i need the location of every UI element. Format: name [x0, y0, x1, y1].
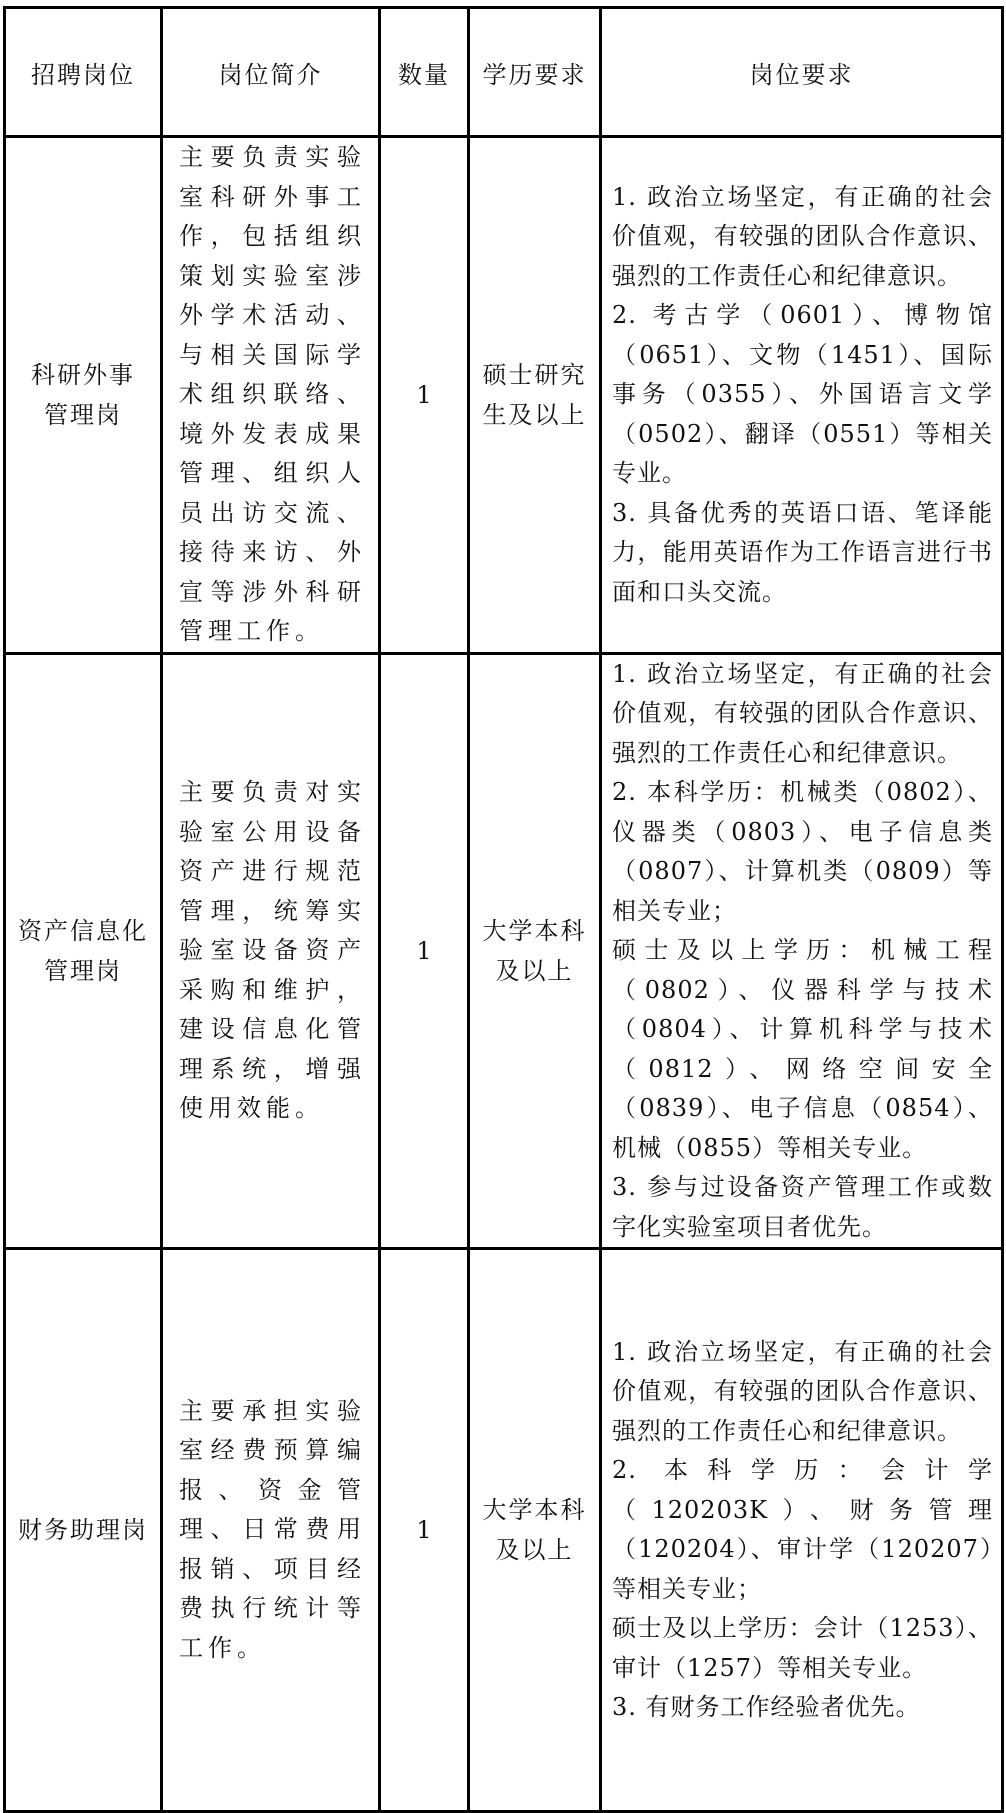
count-cell: 1 — [380, 1249, 469, 1812]
education-cell — [469, 137, 601, 654]
position-line: 管理岗 — [44, 400, 122, 429]
count-cell: 1 — [380, 653, 469, 1249]
count-cell: 1 — [380, 137, 469, 654]
header-intro: 岗位简介 — [162, 8, 380, 137]
education-line: 大学本科 — [482, 916, 587, 945]
header-row — [5, 8, 1003, 137]
position-cell — [5, 653, 162, 1249]
requirement-item: 硕士及以上学历：机械工程（0802）、仪器科学与技术（0804）、计算机科学与技术（0812）、网络空间安全（0839）、电子信息（0854）、机械（0855）等相关专业。 — [612, 936, 993, 1162]
header-count: 数量 — [380, 8, 469, 137]
header-position: 招聘岗位 — [5, 8, 162, 137]
requirement-item: 1. 政治立场坚定，有正确的社会价值观，有较强的团队合作意识、强烈的工作责任心和纪律意识。 — [612, 659, 993, 767]
requirements-cell — [601, 1249, 1003, 1812]
requirement-item: 3. 具备优秀的英语口语、笔译能力，能用英语作为工作语言进行书面和口头交流。 — [612, 498, 993, 606]
requirement-item: 3. 有财务工作经验者优先。 — [612, 1693, 921, 1721]
intro-cell: 主要承担实验室经费预算编报、资金管理、日常费用报销、项目经费执行统计等工作。 — [162, 1249, 380, 1812]
recruitment-table — [3, 6, 1004, 1813]
header-education: 学历要求 — [469, 8, 601, 137]
header-requirements: 岗位要求 — [601, 8, 1003, 137]
requirement-item: 2. 考古学（0601）、博物馆（0651）、文物（1451）、国际事务（0355）、外国语言文学（0502）、翻译（0551）等相关专业。 — [612, 301, 993, 487]
requirement-item: 2. 本科学历：会计学（120203K）、财务管理（120204）、审计学（120207）等相关专业； — [612, 1456, 993, 1603]
requirements-cell — [601, 137, 1003, 654]
education-line: 及以上 — [495, 956, 574, 985]
requirement-item: 2. 本科学历：机械类（0802）、仪器类（0803）、电子信息类（0807）、计算机类（0809）等相关专业； — [612, 778, 993, 925]
requirement-item: 1. 政治立场坚定，有正确的社会价值观，有较强的团队合作意识、强烈的工作责任心和纪律意识。 — [612, 1337, 993, 1445]
intro-cell: 主要负责对实验室公用设备资产进行规范管理，统筹实验室设备资产采购和维护，建设信息化管理系统，增强使用效能。 — [162, 653, 380, 1249]
education-line: 及以上 — [495, 1536, 574, 1564]
education-line: 硕士研究 — [482, 360, 587, 389]
position-line: 财务助理岗 — [18, 1516, 148, 1544]
position-line: 管理岗 — [44, 956, 122, 985]
table-row — [5, 137, 1003, 654]
position-cell — [5, 1249, 162, 1812]
requirement-item: 硕士及以上学历：会计（1253）、审计（1257）等相关专业。 — [612, 1614, 993, 1682]
education-line: 生及以上 — [482, 400, 587, 429]
requirement-item: 1. 政治立场坚定，有正确的社会价值观，有较强的团队合作意识、强烈的工作责任心和纪律意识。 — [612, 182, 993, 290]
education-cell — [469, 1249, 601, 1812]
table-row — [5, 1249, 1003, 1812]
requirements-cell — [601, 653, 1003, 1249]
intro-cell: 主要负责实验室科研外事工作，包括组织策划实验室涉外学术活动、与相关国际学术组织联络、境外发表成果管理、组织人员出访交流、接待来访、外宣等涉外科研管理工作。 — [162, 137, 380, 654]
position-cell — [5, 137, 162, 654]
position-line: 科研外事 — [31, 360, 135, 389]
education-line: 大学本科 — [482, 1496, 587, 1524]
position-line: 资产信息化 — [18, 916, 148, 945]
table-row — [5, 653, 1003, 1249]
requirement-item: 3. 参与过设备资产管理工作或数字化实验室项目者优先。 — [612, 1173, 993, 1241]
education-cell — [469, 653, 601, 1249]
